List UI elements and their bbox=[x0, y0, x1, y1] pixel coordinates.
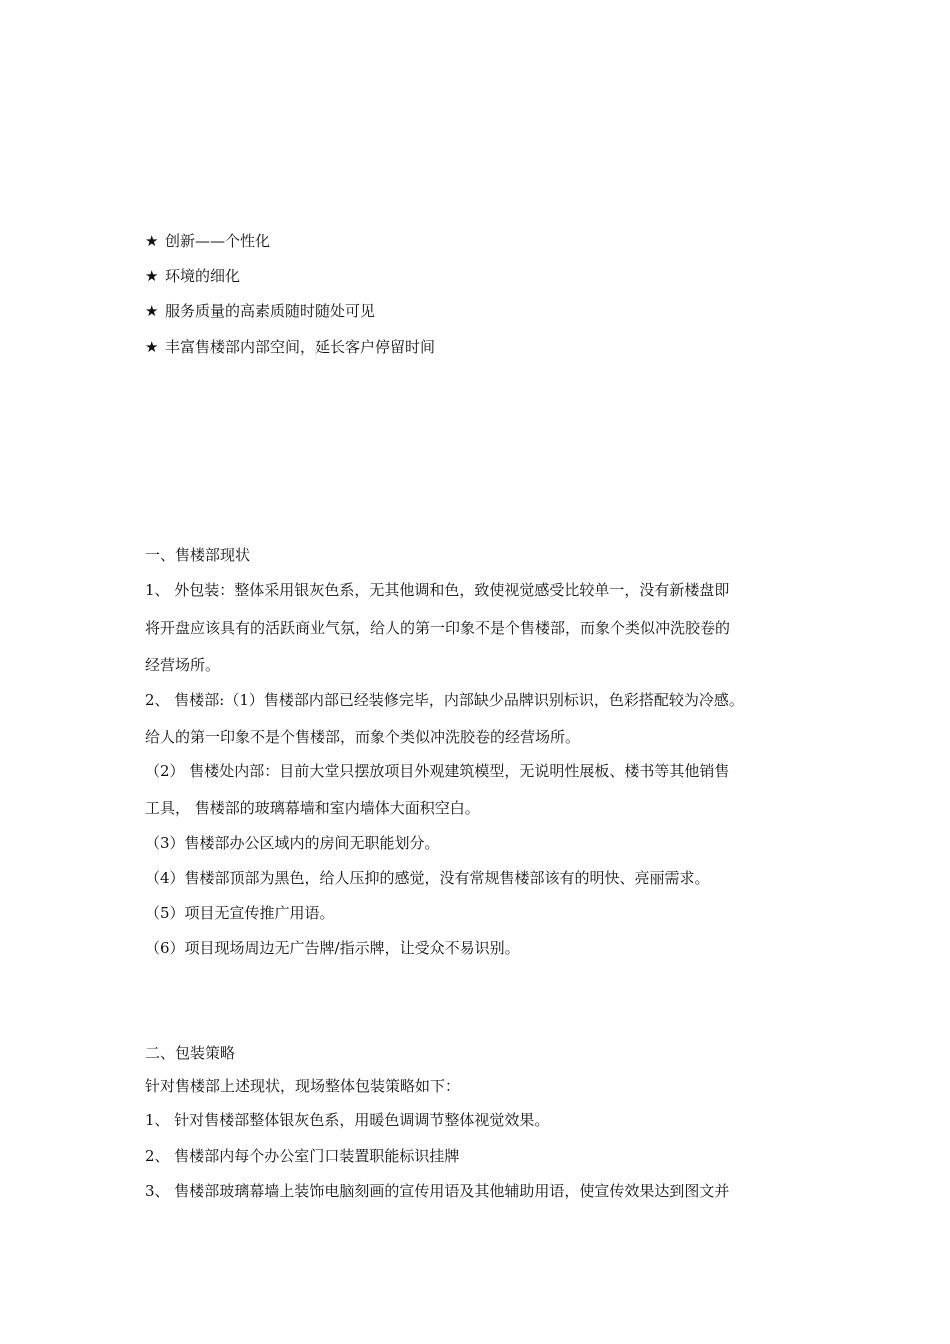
highlight-item bbox=[145, 231, 270, 251]
star-icon: ★ bbox=[145, 302, 159, 320]
highlight-text: 服务质量的高素质随时随处可见 bbox=[165, 302, 376, 320]
paragraph-line: 1、 针对售楼部整体银灰色系，用暖色调调节整体视觉效果。 bbox=[145, 1111, 550, 1129]
paragraph-line: （3）售楼部办公区域内的房间无职能划分。 bbox=[145, 834, 440, 852]
highlight-text: 创新——个性化 bbox=[165, 232, 271, 250]
highlight-item bbox=[145, 337, 435, 357]
paragraph-line: 2、 售楼部内每个办公室门口装置职能标识挂牌 bbox=[145, 1147, 460, 1165]
paragraph-line: 工具， 售楼部的玻璃幕墙和室内墙体大面积空白。 bbox=[145, 799, 480, 817]
highlight-item bbox=[145, 301, 375, 321]
star-icon: ★ bbox=[145, 267, 159, 285]
star-icon: ★ bbox=[145, 232, 159, 250]
paragraph-line: （6）项目现场周边无广告牌/指示牌，让受众不易识别。 bbox=[145, 939, 520, 957]
paragraph-line: （4）售楼部顶部为黑色，给人压抑的感觉，没有常规售楼部该有的明快、亮丽需求。 bbox=[145, 869, 710, 887]
paragraph-line: 2、 售楼部:（1）售楼部内部已经装修完毕，内部缺少品牌识别标识，色彩搭配较为冷感。 bbox=[145, 691, 744, 709]
paragraph-line: 3、 售楼部玻璃幕墙上装饰电脑刻画的宣传用语及其他辅助用语，使宣传效果达到图文并 bbox=[145, 1182, 730, 1200]
paragraph-line: 将开盘应该具有的活跃商业气氛，给人的第一印象不是个售楼部，而象个类似冲洗胶卷的 bbox=[145, 619, 731, 637]
paragraph-line: 经营场所。 bbox=[145, 656, 221, 674]
highlight-item bbox=[145, 266, 240, 286]
star-icon: ★ bbox=[145, 338, 159, 356]
paragraph-line: （5）项目无宣传推广用语。 bbox=[145, 904, 335, 922]
paragraph-line: （2） 售楼处内部：目前大堂只摆放项目外观建筑模型，无说明性展板、楼书等其他销售 bbox=[145, 762, 730, 780]
highlight-text: 丰富售楼部内部空间，延长客户停留时间 bbox=[165, 338, 436, 356]
paragraph-line: 给人的第一印象不是个售楼部，而象个类似冲洗胶卷的经营场所。 bbox=[145, 728, 581, 746]
paragraph-line: 针对售楼部上述现状，现场整体包装策略如下： bbox=[145, 1077, 461, 1095]
section-heading: 二、包装策略 bbox=[145, 1044, 236, 1062]
section-heading: 一、售楼部现状 bbox=[145, 546, 251, 564]
highlight-text: 环境的细化 bbox=[165, 267, 241, 285]
paragraph-line: 1、 外包装：整体采用银灰色系，无其他调和色，致使视觉感受比较单一，没有新楼盘即 bbox=[145, 581, 730, 599]
